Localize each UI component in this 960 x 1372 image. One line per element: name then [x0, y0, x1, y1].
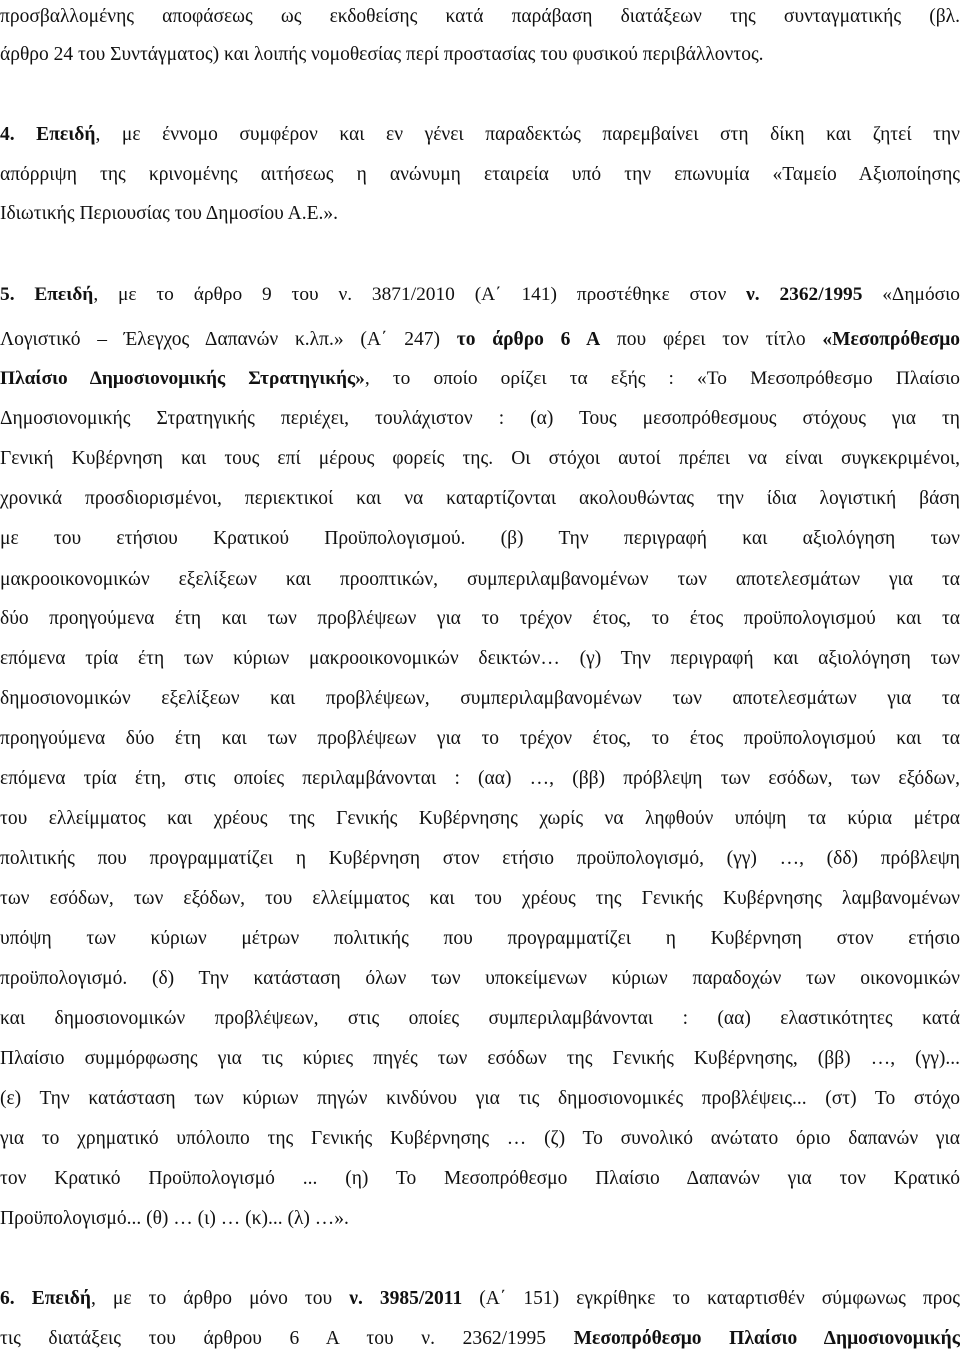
text-line [0, 484, 960, 514]
bold-text: «Μεσοπρόθεσμο [822, 329, 960, 350]
text-line [0, 964, 960, 994]
text-line [0, 444, 960, 474]
text-segment: προσβαλλομένης αποφάσεως ως εκδοθείσης κατά παράβαση διατάξεων της συνταγματικής (βλ. [0, 6, 960, 27]
text-segment: , το οποίο ορίζει τα εξής : «Το Μεσοπρόθεσμο Πλαίσιο [364, 368, 960, 389]
paragraph-number: 5. Επειδή [0, 284, 94, 305]
text-line [0, 1324, 960, 1354]
text-line [0, 764, 960, 794]
text-line [0, 684, 960, 714]
bold-text: Πλαίσιο Δημοσιονομικής Στρατηγικής» [0, 368, 365, 389]
text-line [0, 1124, 960, 1154]
text-segment: (ε) Την κατάσταση των κύριων πηγών κινδύνου για τις δημοσιονομικές προβλέψεις... (στ) Το στόχο [0, 1088, 960, 1109]
text-segment: , με το άρθρο μόνο του [90, 1288, 350, 1309]
text-segment: Γενική Κυβέρνηση και τους επί μέρους φορείς της. Οι στόχοι αυτοί πρέπει να είναι συγκεκριμένοι, [0, 448, 960, 469]
text-segment: πολιτικής που προγραμματίζει η Κυβέρνηση στον ετήσιο προϋπολογισμό, (γγ) …, (δδ) πρόβλεψη [0, 848, 960, 869]
text-line [0, 924, 960, 954]
text-line [0, 199, 960, 229]
text-line [0, 364, 960, 394]
text-line [0, 1084, 960, 1114]
bold-text: Μεσοπρόθεσμο Πλαίσιο Δημοσιονομικής [573, 1328, 960, 1349]
text-segment: για το χρηματικό υπόλοιπο της Γενικής Κυβέρνησης … (ζ) Το συνολικό ανώτατο όριο δαπανών για [0, 1128, 960, 1149]
text-line [0, 160, 960, 190]
bold-text: ν. 2362/1995 [746, 284, 863, 305]
text-segment: άρθρο 24 του Συντάγματος) και λοιπής νομοθεσίας περί προστασίας του φυσικού περιβάλλοντος. [0, 44, 764, 65]
text-line [0, 404, 960, 434]
text-segment: υπόψη των κύριων μέτρων πολιτικής που προγραμματίζει η Κυβέρνηση στον ετήσιο [0, 928, 960, 949]
text-line [0, 1044, 960, 1074]
text-line [0, 604, 960, 634]
bold-text: ν. 3985/2011 [349, 1288, 463, 1309]
text-segment: τις διατάξεις του άρθρου 6 Α του ν. 2362/1995 [0, 1328, 574, 1349]
text-segment: επόμενα τρία έτη, στις οποίες περιλαμβάνονται : (αα) …, (ββ) πρόβλεψη των εσόδων, των εξόδων, [0, 768, 960, 789]
text-line [0, 644, 960, 674]
text-line [0, 1284, 960, 1314]
paragraph-number: 6. Επειδή [0, 1288, 91, 1309]
text-segment: που φέρει τον τίτλο [600, 329, 823, 350]
text-line [0, 40, 960, 70]
paragraph-number: 4. Επειδή [0, 124, 96, 145]
text-segment: και δημοσιονομικών προβλέψεων, στις οποίες συμπεριλαμβάνονται : (αα) ελαστικότητες κατά [0, 1008, 960, 1029]
text-segment: τον Κρατικό Προϋπολογισμό ... (η) Το Μεσοπρόθεσμο Πλαίσιο Δαπανών για τον Κρατικό [0, 1168, 960, 1189]
text-segment: επόμενα τρία έτη των κύριων μακροοικονομικών δεικτών… (γ) Την περιγραφή και αξιολόγηση των [0, 648, 960, 669]
text-segment: «Δημόσιο [862, 284, 960, 305]
text-line [0, 884, 960, 914]
text-segment: του ελλείμματος και χρέους της Γενικής Κυβέρνησης χωρίς να ληφθούν υπόψη τα κύρια μέτρα [0, 808, 960, 829]
text-line [0, 565, 960, 595]
text-segment: με του ετήσιου Κρατικού Προϋπολογισμού. (β) Την περιγραφή και αξιολόγηση των [0, 528, 960, 549]
text-line [0, 1204, 960, 1234]
text-segment: δύο προηγούμενα έτη και των προβλέψεων για το τρέχον έτος, το έτος προϋπολογισμού και τα [0, 608, 960, 629]
bold-text: το άρθρο 6 Α [456, 329, 601, 350]
text-segment: (Α΄ 151) εγκρίθηκε το καταρτισθέν σύμφωνως προς [462, 1288, 960, 1309]
text-segment: προϋπολογισμό. (δ) Την κατάσταση όλων των υποκείμενων κύριων παραδοχών των οικονομικών [0, 968, 960, 989]
text-segment: μακροοικονομικών εξελίξεων και προοπτικών, συμπεριλαμβανομένων των αποτελεσμάτων για τα [0, 569, 960, 590]
text-segment: προηγούμενα δύο έτη και των προβλέψεων για το τρέχον έτος, το έτος προϋπολογισμού και τα [0, 728, 960, 749]
text-segment: χρονικά προσδιορισμένοι, περιεκτικοί και να καταρτίζονται ακολουθώντας την ίδια λογιστική βάση [0, 488, 960, 509]
text-segment: Λογιστικό – Έλεγχος Δαπανών κ.λπ.» (Α΄ 247) [0, 329, 457, 350]
text-line [0, 2, 960, 32]
text-segment: Ιδιωτικής Περιουσίας του Δημοσίου Α.Ε.». [0, 203, 339, 224]
text-segment: των εσόδων, των εξόδων, του ελλείμματος και του χρέους της Γενικής Κυβέρνησης λαμβανομένων [0, 888, 960, 909]
text-segment: Προϋπολογισμό... (θ) … (ι) … (κ)... (λ) …». [0, 1208, 349, 1229]
text-line [0, 524, 960, 554]
text-line [0, 1004, 960, 1034]
text-segment: απόρριψη της κρινομένης αιτήσεως η ανώνυμη εταιρεία υπό την επωνυμία «Ταμείο Αξιοποίησης [0, 164, 960, 185]
text-segment: , με έννομο συμφέρον και εν γένει παραδεκτώς παρεμβαίνει στη δίκη και ζητεί την [95, 124, 960, 145]
text-line [0, 120, 960, 150]
text-line [0, 724, 960, 754]
text-segment: , με το άρθρο 9 του ν. 3871/2010 (Α΄ 141) προστέθηκε στον [93, 284, 747, 305]
text-line [0, 1164, 960, 1194]
text-segment: Δημοσιονομικής Στρατηγικής περιέχει, τουλάχιστον : (α) Τους μεσοπρόθεσμους στόχους για τη [0, 408, 960, 429]
text-line [0, 325, 960, 355]
text-line [0, 804, 960, 834]
text-line [0, 280, 960, 310]
text-line [0, 844, 960, 874]
text-segment: Πλαίσιο συμμόρφωσης για τις κύριες πηγές των εσόδων της Γενικής Κυβέρνησης, (ββ) …, (γγ)... [0, 1048, 960, 1069]
text-segment: δημοσιονομικών εξελίξεων και προβλέψεων, συμπεριλαμβανομένων των αποτελεσμάτων για τα [0, 688, 960, 709]
